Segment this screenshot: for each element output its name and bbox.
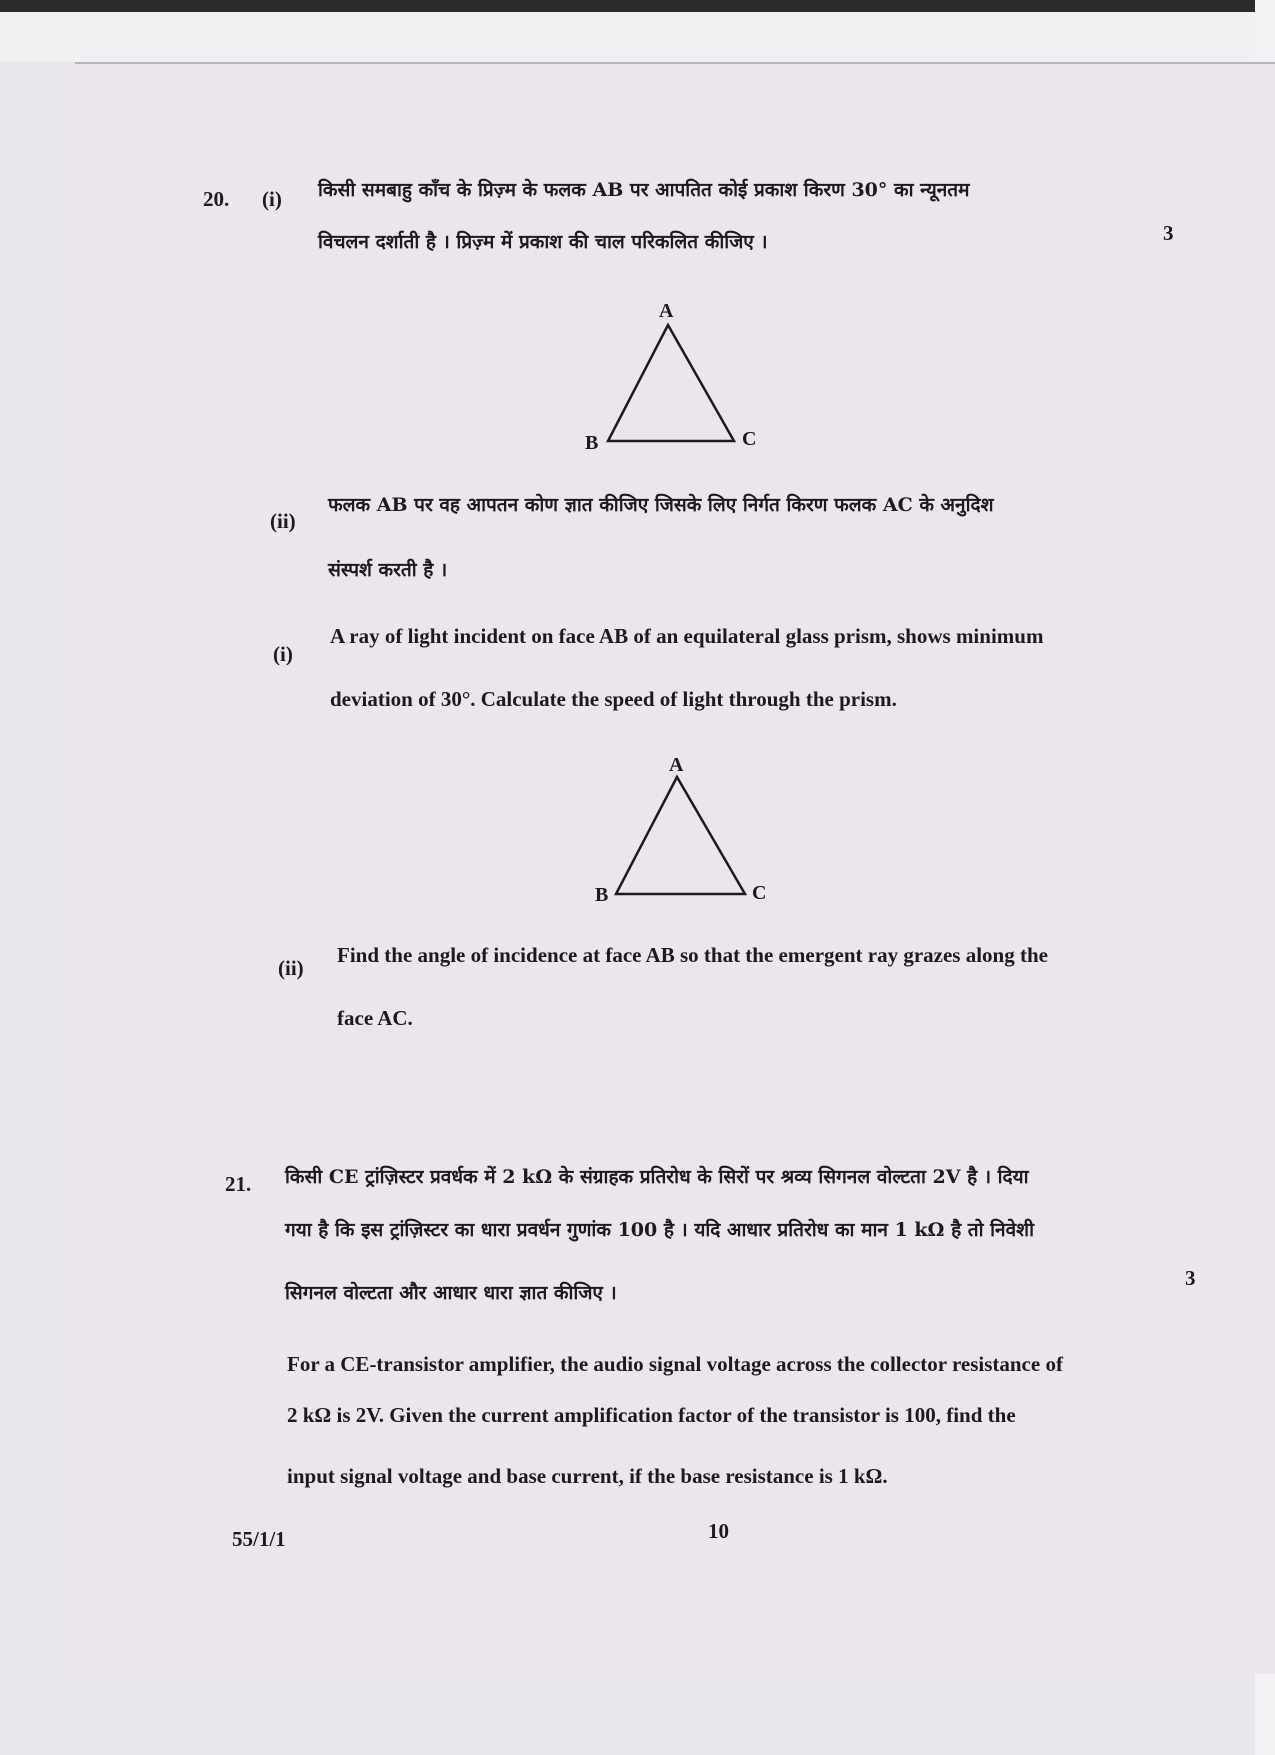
fig2-vertex-a: A: [669, 754, 684, 776]
q21-hindi-line2: गया है कि इस ट्रांज़िस्टर का धारा प्रवर्धन गुणांक 100 है । यदि आधार प्रतिरोध का मान 1 kΩ है तो निवेशी: [285, 1219, 1035, 1241]
q21-english-line2: 2 kΩ is 2V. Given the current amplification factor of the transistor is 100, find the: [287, 1403, 1016, 1427]
q20-english-part-ii-label: (ii): [278, 956, 304, 980]
q20-english-part-i-line1: A ray of light incident on face AB of an equilateral glass prism, shows minimum: [330, 624, 1044, 648]
fig1-vertex-c: C: [742, 428, 757, 450]
q21-marks: 3: [1185, 1266, 1196, 1290]
q20-english-part-i-label: (i): [273, 642, 293, 666]
q20-hindi-part-ii-line2: संस्पर्श करती है ।: [328, 559, 448, 581]
q21-english-line1: For a CE-transistor amplifier, the audio signal voltage across the collector resistance of: [287, 1352, 1063, 1376]
q20-hindi-part-ii-line1: फलक AB पर वह आपतन कोण ज्ञात कीजिए जिसके लिए निर्गत किरण फलक AC के अनुदिश: [328, 494, 994, 516]
q20-english-part-i-line2: deviation of 30°. Calculate the speed of light through the prism.: [330, 687, 897, 711]
footer-page-number: 10: [708, 1519, 729, 1543]
q20-english-part-ii-line2: face AC.: [337, 1006, 413, 1030]
q21-hindi-line3: सिगनल वोल्टता और आधार धारा ज्ञात कीजिए ।: [285, 1282, 617, 1304]
q21-english-line3: input signal voltage and base current, if the base resistance is 1 kΩ.: [287, 1464, 888, 1488]
q20-english-part-ii-line1: Find the angle of incidence at face AB so that the emergent ray grazes along the: [337, 943, 1048, 967]
footer-paper-code: 55/1/1: [232, 1527, 286, 1551]
q21-hindi-line1: किसी CE ट्रांज़िस्टर प्रवर्धक में 2 kΩ के संग्राहक प्रतिरोध के सिरों पर श्रव्य सिगनल वोल्टता 2V है । दिया: [285, 1166, 1029, 1188]
q20-hindi-part-ii-label: (ii): [270, 509, 296, 533]
question-20-number: 20.: [203, 187, 230, 211]
q20-hindi-part-i-line1: किसी समबाहु काँच के प्रिज़्म के फलक AB पर आपतित कोई प्रकाश किरण 30° का न्यूनतम: [318, 179, 970, 201]
fig1-vertex-a: A: [659, 300, 674, 322]
fig2-vertex-c: C: [752, 882, 767, 904]
fig2-vertex-b: B: [595, 884, 609, 906]
q20-hindi-part-i-label: (i): [262, 187, 282, 211]
q20-hindi-part-i-line2: विचलन दर्शाती है । प्रिज़्म में प्रकाश की चाल परिकलित कीजिए ।: [318, 231, 768, 253]
q20-marks: 3: [1163, 221, 1174, 245]
question-21-number: 21.: [225, 1172, 252, 1196]
fig1-vertex-b: B: [585, 432, 599, 454]
